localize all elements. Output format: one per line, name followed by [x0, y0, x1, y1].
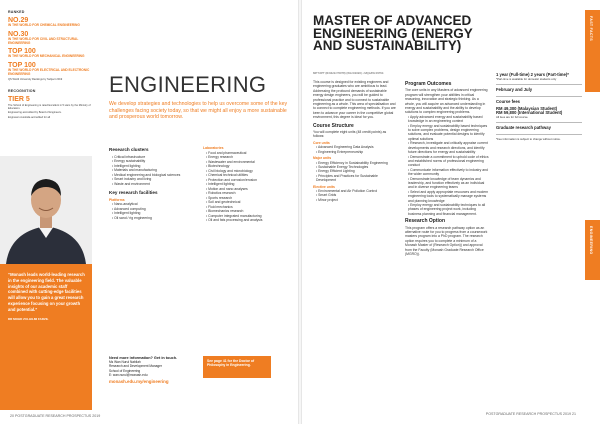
list-item: • Intelligent lighting: [112, 211, 199, 216]
ranking-source: QS World University Rankings by Subject 2019: [8, 77, 63, 81]
accreditation-2: Engineers Australia accredited for all: [8, 115, 51, 119]
research-option-heading: Research Option: [405, 218, 446, 225]
fast-facts-panel: [496, 70, 582, 141]
quote-author: DR MOHD ZULHILMI FADZIL: [8, 316, 49, 321]
major-units-label: Major units: [313, 156, 332, 161]
list-item: • Advanced Engineering Data Analysis: [316, 145, 397, 149]
list-item: • Demonstrate a commitment to uphold code of ethics and established norms of professional engineering conduct: [408, 155, 489, 168]
list-item: • Fluid mechanics: [206, 205, 293, 210]
list-item: • Smart Grids: [316, 193, 397, 197]
fees-row: [496, 97, 582, 124]
list-item: • Sustainable Energy Technologies: [316, 165, 397, 169]
elective-units-label: Elective units: [313, 184, 335, 189]
intakes-value: February and July: [496, 87, 533, 93]
core-units-list: [313, 145, 397, 154]
list-item: • Soil and geotechnical: [206, 200, 293, 205]
fees-label: Course fees: [496, 98, 520, 104]
list-item: • Energy Efficient Lighting: [316, 169, 397, 173]
awards-panel: [8, 10, 92, 119]
clusters-list: [109, 155, 199, 187]
award-item: NO.29 IN THE WORLD FOR CHEMICAL ENGINEERING: [8, 17, 80, 27]
list-item: • Computer integrated manufacturing: [206, 214, 293, 219]
list-item: • Motion and nano analyses: [206, 187, 293, 192]
recognition-heading: RECOGNITION: [8, 88, 36, 93]
contact-school: School of Engineering: [109, 368, 141, 373]
contact-block: [109, 356, 199, 384]
contact-heading: Need more information? Get in touch.: [109, 356, 178, 360]
list-item: • Smart industry and living: [112, 177, 199, 182]
labs-heading: Laboratories: [203, 146, 224, 150]
list-item: • Critical infrastructure: [112, 155, 199, 160]
list-item: • Communicate information effectively to industry and the wider community: [408, 168, 489, 177]
facilities-heading: Key research facilities: [109, 190, 158, 195]
engineering-tab: [585, 220, 600, 280]
fee-international: RM 59,800 (International Student): [496, 110, 563, 116]
list-item: • Energy Efficiency in Sustainability Engineering: [316, 161, 397, 165]
list-item: • Sports research: [206, 196, 293, 201]
elective-units-list: [313, 189, 397, 202]
contact-name: Ms Wan Nurul Nabilah: [109, 360, 141, 365]
outcomes-list: [405, 115, 489, 216]
duration-value: 1 year (Full-time) 2 years (Part-time)*: [496, 72, 569, 77]
staff-photo: [0, 156, 92, 264]
list-item: • Principles and Practices for Sustainable Development: [316, 174, 397, 183]
list-item: • Waste and environment: [112, 182, 199, 187]
list-item: • Medical engineering and biological sciences: [112, 173, 199, 178]
list-item: • Demonstrate knowledge of team dynamics and leadership, and function effectively as an individual and in diverse engineering teams: [408, 177, 489, 190]
page-number: 20 POSTGRADUATE RESEARCH PROSPECTUS 2019: [10, 414, 101, 418]
pathway-value: Graduate research pathway: [496, 125, 551, 131]
fee-note: All fees are for full course.: [496, 115, 529, 120]
page-number: POSTGRADUATE RESEARCH PROSPECTUS 2019 21: [485, 412, 576, 416]
left-page: [0, 0, 299, 424]
awards-heading: RANKED: [8, 10, 25, 14]
list-item: • Energy research: [206, 155, 293, 160]
list-item: • Oil and fats processing and analysis: [206, 218, 293, 223]
structure-heading: Course Structure: [313, 122, 354, 129]
list-item: • Biotechnology: [206, 164, 293, 169]
major-units-list: [313, 161, 397, 183]
website-link[interactable]: monash.edu.my/engineering: [109, 379, 169, 385]
list-item: • Select and apply appropriate resources and modern engineering tools to systematically manage systems and planning knowledge: [408, 190, 489, 203]
list-item: • Minor project: [316, 198, 397, 202]
footer: [0, 410, 299, 424]
intro-text: We develop strategies and technologies to help us overcome some of the key challenges facing society today, so that we might all enjoy a more sustainable and prosperous world tomorrow.: [109, 101, 288, 121]
outcomes-intro: The core units in any Masters of advanced engineering program will strengthen your abilities in critical reasoning, innovation and strategic thinking. As a whole, you will acquire an advanced understanding in energy and sustainability and the ability to develop solutions to complex engineering problems.: [405, 88, 488, 115]
program-outcomes-column: [405, 80, 489, 256]
clusters-heading: Research clusters: [109, 147, 149, 152]
list-item: • Food and pharmaceutical: [206, 151, 293, 156]
research-option-text: This program offers a research pathway option as an alternative route for you to progress from a coursework masters program into a PhD program. The research option requires you to complete a minimum of a Monash Master of (Research Option)) and approval from the Faculty (Monash Graduate Research Office (MGRO)).: [405, 225, 488, 257]
duration-note: *Part-time is available for domestic students only: [496, 77, 557, 82]
engineering-tab-label: ENGINEERING: [589, 226, 593, 255]
contact-email[interactable]: E: wan.nurul@monash.edu: [109, 372, 148, 377]
fast-facts-tab: [585, 10, 600, 92]
list-item: • Environmental and Air Pollution Control: [316, 189, 397, 193]
page-title: ENGINEERING: [109, 72, 267, 97]
list-item: • Research, investigate and critically appraise current developments and research directions, and identify future directions for energy and sustainability: [408, 141, 489, 154]
fee-disclaimer: *Fee information is subject to change without notice.: [496, 136, 561, 141]
platforms-label: Platforms: [109, 197, 125, 202]
award-item: NO.30 IN THE WORLD FOR CIVIL AND STRUCTURAL ENGINEERING: [8, 30, 79, 45]
tier-description: The School of Engineering is rated Excellent in 5 stars by the Ministry of Education.: [8, 103, 91, 111]
duration-row: [496, 70, 582, 85]
accreditation-1: Engineering accredited by Board of Engineers.: [8, 111, 62, 115]
list-item: • Nano-analytical: [112, 202, 199, 207]
structure-text: You will complete eight units (48 credit points) as follows:: [313, 130, 387, 139]
list-item: • Oil sand / rig engineering: [112, 216, 199, 221]
right-page: [301, 0, 600, 424]
list-item: • Apply advanced energy and sustainability based knowledge in an engineering context: [408, 115, 489, 124]
person-portrait-icon: [0, 156, 92, 264]
list-item: • Wastewater and environmental: [206, 160, 293, 165]
fee-local: RM 49,300 (Malaysian Student): [496, 105, 558, 111]
list-item: • Intelligent lighting: [112, 164, 199, 169]
outcomes-heading: Program Outcomes: [405, 81, 452, 87]
list-item: • Materials and manufacturing: [112, 168, 199, 173]
list-item: • Intelligent lighting: [206, 182, 293, 187]
list-item: • Employ energy and sustainability techniques to all phases of engineering project work, including business planning and financial management.: [408, 203, 489, 216]
course-title: MASTER OF ADVANCED ENGINEERING (ENERGY AND SUSTAINABILITY): [313, 13, 473, 53]
testimonial-quote: [0, 264, 92, 410]
list-item: • Advanced computing: [112, 207, 199, 212]
list-item: • Engineering Entrepreneurship: [316, 150, 397, 154]
facilities-list: [109, 202, 199, 220]
list-item: • Employ energy and sustainability based techniques to solve complex problems, design engineering solutions, and evaluate potential designs to identify optimal solutions: [408, 124, 489, 142]
laboratories: [203, 146, 293, 223]
list-item: • Biomechanics research: [206, 209, 293, 214]
intakes-row: [496, 85, 582, 96]
course-description: This course is designed for existing engineers and engineering graduates who are ambitious to lead. Addressing the profound demands of sustainable energy design engineers, you will be guided to professional practice and to connect to sustainable engineering as a whole. This area of specialisation and to connect to complete engineering methods. If you are keen to advance your career in the competitive global environment, this degree is ideal for you.: [313, 80, 396, 120]
core-units-label: Core units: [313, 140, 330, 145]
quote-text: “Monash leads world-leading research in the engineering field. The valuable insights of our academic staff combined with cutting-edge facilities will allow you to gain a great research experience focusing on your growth and potential.”: [8, 272, 85, 312]
fast-facts-tab-label: FAST FACTS: [589, 16, 593, 41]
research-clusters: [109, 146, 199, 220]
contact-role: Research and Development Manager: [109, 364, 162, 369]
see-page-callout: See page 41 for the Doctor of Philosophy in Engineering.: [203, 356, 271, 378]
award-item: TOP 100 IN THE WORLD FOR ELECTRICAL AND ELECTRONIC ENGINEERING: [8, 62, 90, 76]
course-codes: MPT/JPT (R/0421/7/0078) (WA 6/2020) • MQA/PA 09764: [313, 71, 384, 75]
pathway-row: [496, 123, 582, 134]
award-item: TOP 100 IN THE WORLD FOR MECHANICAL ENGINEERING: [8, 48, 85, 59]
list-item: • Chemical technical utilities: [206, 173, 293, 178]
tier-rating: TIER 5: [8, 95, 30, 103]
course-description-column: [313, 80, 397, 202]
labs-list: [203, 151, 293, 223]
list-item: • Energy sustainability: [112, 159, 199, 164]
list-item: • Robotics research: [206, 191, 293, 196]
list-item: • Protection and corrosion/erosion: [206, 178, 293, 183]
list-item: • Civil biology and microbiology: [206, 169, 293, 174]
